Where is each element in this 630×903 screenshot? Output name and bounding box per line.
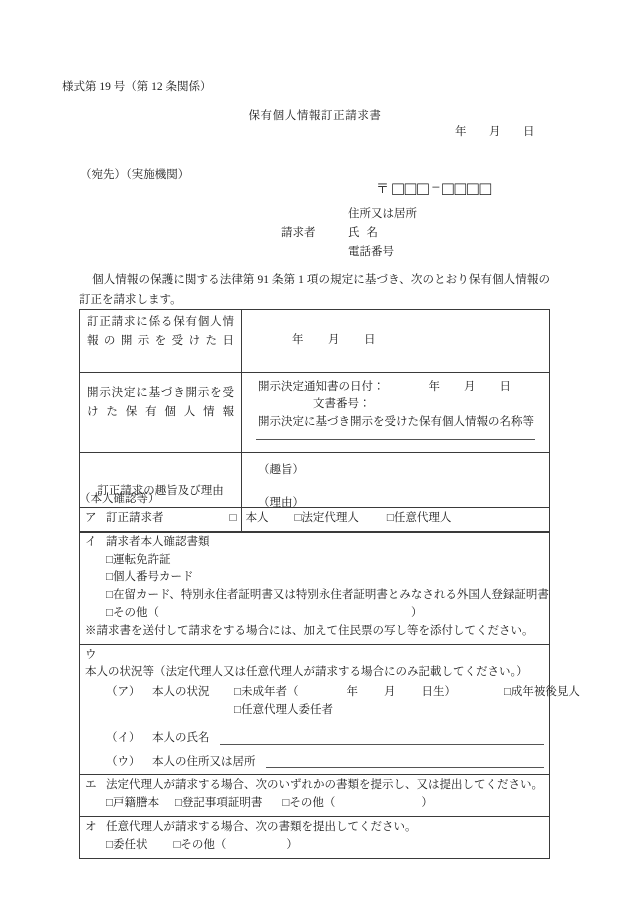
checkbox-label-power-of-attorney: 委任状 <box>112 838 148 851</box>
checkbox-label-voluntary-rep: 任意代理人 <box>393 512 452 524</box>
principal-address-label: 本人の住所又は居所 <box>152 755 256 768</box>
checkbox-icon-voluntary-rep[interactable] <box>387 510 394 528</box>
submission-date-line <box>455 124 535 142</box>
table-row-legal-rep-documents <box>80 775 550 817</box>
cell-voluntary-rep-documents <box>80 817 550 859</box>
checkbox-power-of-attorney[interactable] <box>106 839 147 851</box>
voluntary-rep-other-paren-close: ） <box>286 838 298 851</box>
label-disclosure-received-date: 訂正請求に係る保有個人情報の開示を受けた日 <box>80 310 242 373</box>
disclosure-date-line <box>250 332 541 350</box>
label-disclosed-personal-info: 開示決定に基づき開示を受けた保有個人情報 <box>80 372 242 452</box>
voluntary-rep-documents-label: 任意代理人が請求する場合、次の書類を提出してください。 <box>106 821 417 834</box>
table-row-disclosed-info <box>80 372 550 452</box>
reason-label: （理由） <box>258 496 304 509</box>
date-year-label: 年 <box>455 126 467 138</box>
checkbox-icon-other-document[interactable] <box>106 605 113 623</box>
checkbox-label-self: 本人 <box>245 512 269 524</box>
principal-status-sublabel: 本人の状況 <box>152 686 210 699</box>
checkbox-label-minor[interactable]: □未成年者（ <box>234 686 299 699</box>
checkbox-legal-rep[interactable] <box>294 510 358 528</box>
value-disclosure-received-date[interactable] <box>242 310 550 373</box>
checkbox-label-residence-card: 在留カード、特別永住者証明書又は特別永住者証明書とみなされる外国人登録証明書 <box>112 589 549 602</box>
minor-birth-year-label: 年 <box>346 686 358 699</box>
postal-code-field[interactable] <box>376 175 492 204</box>
checkbox-registry-certificate[interactable] <box>175 797 262 809</box>
checkbox-other-document[interactable] <box>85 605 544 623</box>
principal-status-label: 本人の状況等（法定代理人又は任意代理人が請求する場合にのみ記載してください。） <box>85 665 528 678</box>
notice-year-label: 年 <box>428 380 440 393</box>
postal-mark-icon: 〒 <box>376 181 390 196</box>
cell-requester-type <box>80 508 550 532</box>
disclosed-info-underline <box>256 439 535 440</box>
notice-date-label: 開示決定通知書の日付： <box>258 380 385 393</box>
requester-name-label <box>348 225 378 243</box>
checkbox-icon-power-of-attorney[interactable] <box>106 837 113 855</box>
cell-legal-rep-documents <box>80 775 550 817</box>
marker-e: エ <box>85 779 97 792</box>
table-row-voluntary-rep-documents <box>80 817 550 859</box>
minor-birth-day-label: 日生） <box>421 686 456 699</box>
postal-dash: − <box>431 180 441 196</box>
marker-i: イ <box>85 535 97 548</box>
document-number-label: 文書番号： <box>313 397 371 410</box>
date-day-label: 日 <box>523 126 535 138</box>
cell-principal-status <box>80 644 580 775</box>
checkbox-icon-voluntary-delegator[interactable] <box>234 702 241 720</box>
legal-rep-documents-heading <box>85 777 544 795</box>
principal-address-input[interactable] <box>266 766 545 768</box>
table-row-disclosure-date <box>80 310 550 373</box>
table-row-requester-type <box>80 508 550 532</box>
label-purpose-and-reason: 訂正請求の趣旨及び理由 <box>80 452 242 532</box>
checkbox-label-voluntary-rep-other: その他（ <box>180 838 227 851</box>
identity-verification-table <box>79 507 580 859</box>
notice-day-label: 日 <box>499 380 511 393</box>
checkbox-label-legal-rep-other: その他（ <box>289 797 336 810</box>
checkbox-mynumber-card[interactable] <box>85 569 544 587</box>
document-title: 保有個人情報訂正請求書 <box>248 110 382 122</box>
checkbox-icon-adult-ward[interactable] <box>504 684 511 702</box>
notice-date-line <box>258 379 511 397</box>
legal-rep-other-paren-close: ） <box>421 797 433 810</box>
name-label-char-a: 氏 <box>348 227 360 239</box>
purpose-label: （趣旨） <box>258 463 304 476</box>
requester-tel-label: 電話番号 <box>348 246 394 258</box>
cell-identity-documents <box>80 531 550 644</box>
principal-name-field[interactable] <box>85 720 544 748</box>
checkbox-adult-ward[interactable] <box>504 686 580 698</box>
checkbox-label-other-document: その他（ <box>112 607 159 620</box>
checkbox-icon-registry-certificate[interactable] <box>175 795 182 813</box>
statute-paragraph <box>79 271 550 311</box>
disclosed-info-name-label: 開示決定に基づき開示を受けた保有個人情報の名称等 <box>258 415 534 428</box>
requester-type-line <box>85 512 451 524</box>
legal-rep-options <box>85 795 544 813</box>
date-month-label: 月 <box>489 126 501 138</box>
table-row-principal-status <box>80 644 550 775</box>
principal-name-label: 本人の氏名 <box>152 731 210 744</box>
voluntary-rep-documents-heading <box>85 819 544 837</box>
postal-boxes-left[interactable]: □□□ <box>392 179 430 200</box>
requester-type-label: 訂正請求者 <box>106 512 164 524</box>
postal-boxes-right[interactable]: □□□□ <box>442 179 493 200</box>
checkbox-icon-drivers-license[interactable] <box>106 552 113 570</box>
checkbox-label-voluntary-delegator: 任意代理人委任者 <box>240 704 333 716</box>
name-label-char-b: 名 <box>366 227 378 239</box>
checkbox-label-family-register: 戸籍謄本 <box>112 797 159 810</box>
marker-o: オ <box>85 821 97 834</box>
principal-status-heading <box>85 647 544 682</box>
checkbox-self[interactable] <box>230 510 269 528</box>
principal-name-input[interactable] <box>220 743 545 745</box>
checkbox-icon-family-register[interactable] <box>106 795 113 813</box>
checkbox-legal-rep-other[interactable] <box>282 795 432 813</box>
table-row-identity-documents <box>80 531 550 644</box>
checkbox-minor[interactable] <box>234 686 298 698</box>
form-number: 様式第 19 号（第 12 条関係） <box>62 81 212 93</box>
checkbox-label-mynumber-card: 個人番号カード <box>112 571 194 584</box>
other-document-paren-close: ） <box>410 607 423 620</box>
checkbox-label-adult-ward: 成年被後見人 <box>510 686 580 699</box>
checkbox-voluntary-rep-other[interactable] <box>173 839 297 851</box>
sub-marker-a: （ア） <box>106 686 141 699</box>
voluntary-rep-options <box>85 837 544 855</box>
checkbox-label-legal-rep: 法定代理人 <box>301 512 359 524</box>
addressee-label: （宛先）（実施機関） <box>80 169 190 181</box>
checkbox-label-drivers-license: 運転免許証 <box>112 553 171 566</box>
principal-address-field[interactable] <box>85 748 544 772</box>
notice-month-label: 月 <box>464 380 476 393</box>
legal-rep-documents-label: 法定代理人が請求する場合、次のいずれかの書類を提示し、又は提出してください。 <box>106 779 543 792</box>
checkbox-residence-card[interactable] <box>85 587 549 605</box>
checkbox-drivers-license[interactable] <box>85 552 544 570</box>
checkbox-label-registry-certificate: 登記事項証明書 <box>181 797 263 810</box>
identity-documents-label: 請求者本人確認書類 <box>106 535 210 548</box>
checkbox-voluntary-rep[interactable] <box>387 510 451 528</box>
identity-section-caption: （本人確認等） <box>79 493 160 505</box>
identity-documents-note: ※請求書を送付して請求をする場合には、加えて住民票の写し等を添付してください。 <box>85 624 534 637</box>
sub-marker-i: （イ） <box>106 731 141 744</box>
requester-address-label: 住所又は居所 <box>348 208 417 220</box>
checkbox-icon-mynumber-card[interactable] <box>106 569 113 587</box>
row1-year-label: 年 <box>292 334 304 347</box>
checkbox-voluntary-delegator[interactable] <box>85 702 544 720</box>
marker-u: ウ <box>85 648 97 661</box>
statute-text: 個人情報の保護に関する法律第 91 条第 1 項の規定に基づき、次のとおり保有個人情報の訂正を請求します。 <box>79 274 550 306</box>
identity-documents-heading <box>85 534 544 552</box>
checkbox-icon-self[interactable] <box>230 510 237 528</box>
sub-marker-u: （ウ） <box>106 755 141 768</box>
requester-label: 請求者 <box>281 227 316 239</box>
row1-month-label: 月 <box>328 334 340 347</box>
row1-day-label: 日 <box>364 334 376 347</box>
checkbox-icon-residence-card[interactable] <box>106 587 113 605</box>
minor-birth-month-label: 月 <box>383 686 396 699</box>
value-disclosed-personal-info[interactable] <box>242 372 550 452</box>
principal-status-line <box>85 681 580 702</box>
marker-a: ア <box>85 512 97 524</box>
checkbox-family-register[interactable] <box>106 797 159 809</box>
